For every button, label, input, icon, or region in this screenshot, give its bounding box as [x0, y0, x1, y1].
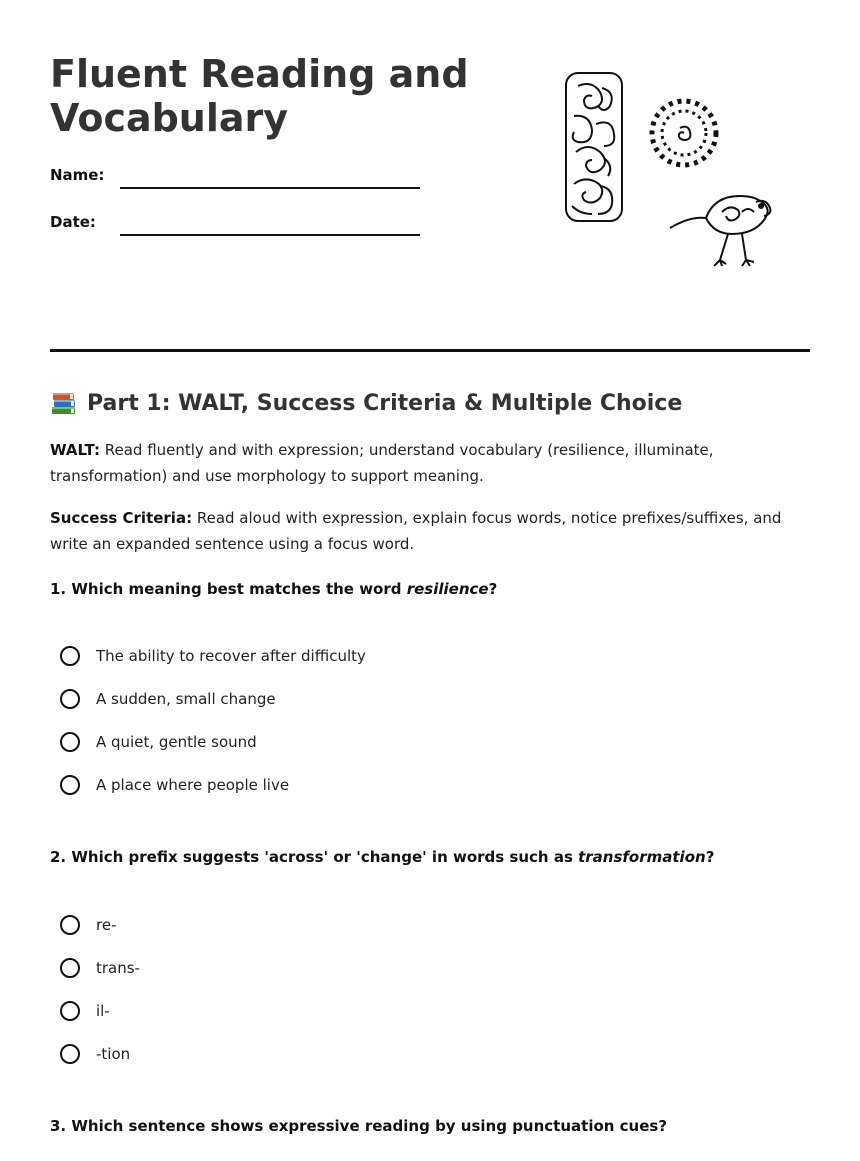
- option-label: il-: [96, 1002, 110, 1020]
- header-illustration: [556, 66, 782, 276]
- question-1-option-4[interactable]: [60, 772, 289, 798]
- name-label: Name:: [50, 166, 105, 184]
- radio-button[interactable]: [60, 775, 80, 795]
- question-2: 2. Which prefix suggests 'across' or 'change' in words such as transformation?: [50, 848, 715, 866]
- koru-carving-icon: [566, 73, 622, 221]
- part1-heading: [50, 390, 682, 416]
- option-label: trans-: [96, 959, 140, 977]
- option-label: A quiet, gentle sound: [96, 733, 257, 751]
- radio-button[interactable]: [60, 958, 80, 978]
- question-1: 1. Which meaning best matches the word resilience?: [50, 580, 498, 598]
- option-label: -tion: [96, 1045, 131, 1063]
- success-criteria-text: Read aloud with expression, explain focus words, notice prefixes/suffixes, and write an expanded sentence using a focus word.: [50, 509, 782, 553]
- question-1-option-3[interactable]: [60, 729, 257, 755]
- question-1-option-2[interactable]: [60, 686, 276, 712]
- question-1-option-1[interactable]: [60, 643, 366, 669]
- question-3: 3. Which sentence shows expressive reading by using punctuation cues?: [50, 1117, 668, 1135]
- part1-heading-text: Part 1: WALT, Success Criteria & Multiple Choice: [87, 390, 683, 416]
- page-title: Fluent Reading and Vocabulary: [50, 52, 469, 140]
- radio-button[interactable]: [60, 646, 80, 666]
- kiwi-bird-icon: [670, 196, 770, 266]
- radio-button[interactable]: [60, 915, 80, 935]
- name-field[interactable]: [120, 187, 420, 189]
- date-label: Date:: [50, 213, 96, 231]
- radio-button[interactable]: [60, 732, 80, 752]
- option-label: The ability to recover after difficulty: [96, 647, 366, 665]
- walt-label: WALT:: [50, 441, 100, 459]
- question-1-focus-word: resilience: [406, 580, 489, 598]
- option-label: A place where people live: [96, 776, 290, 794]
- question-2-option-1[interactable]: [60, 912, 116, 938]
- walt-text: Read fluently and with expression; understand vocabulary (resilience, illuminate, transformation) and use morphology to support meaning.: [50, 441, 714, 485]
- question-2-option-2[interactable]: [60, 955, 140, 981]
- radio-button[interactable]: [60, 689, 80, 709]
- spiral-sun-icon: [652, 101, 716, 165]
- section-divider: [50, 349, 810, 352]
- question-2-option-4[interactable]: [60, 1041, 130, 1067]
- success-criteria-paragraph: [50, 505, 815, 557]
- date-field[interactable]: [120, 234, 420, 236]
- radio-button[interactable]: [60, 1001, 80, 1021]
- question-2-focus-word: transformation: [578, 848, 706, 866]
- books-icon: [50, 390, 77, 416]
- question-2-option-3[interactable]: [60, 998, 110, 1024]
- option-label: re-: [96, 916, 117, 934]
- radio-button[interactable]: [60, 1044, 80, 1064]
- success-criteria-label: Success Criteria:: [50, 509, 193, 527]
- walt-paragraph: [50, 437, 815, 489]
- option-label: A sudden, small change: [96, 690, 276, 708]
